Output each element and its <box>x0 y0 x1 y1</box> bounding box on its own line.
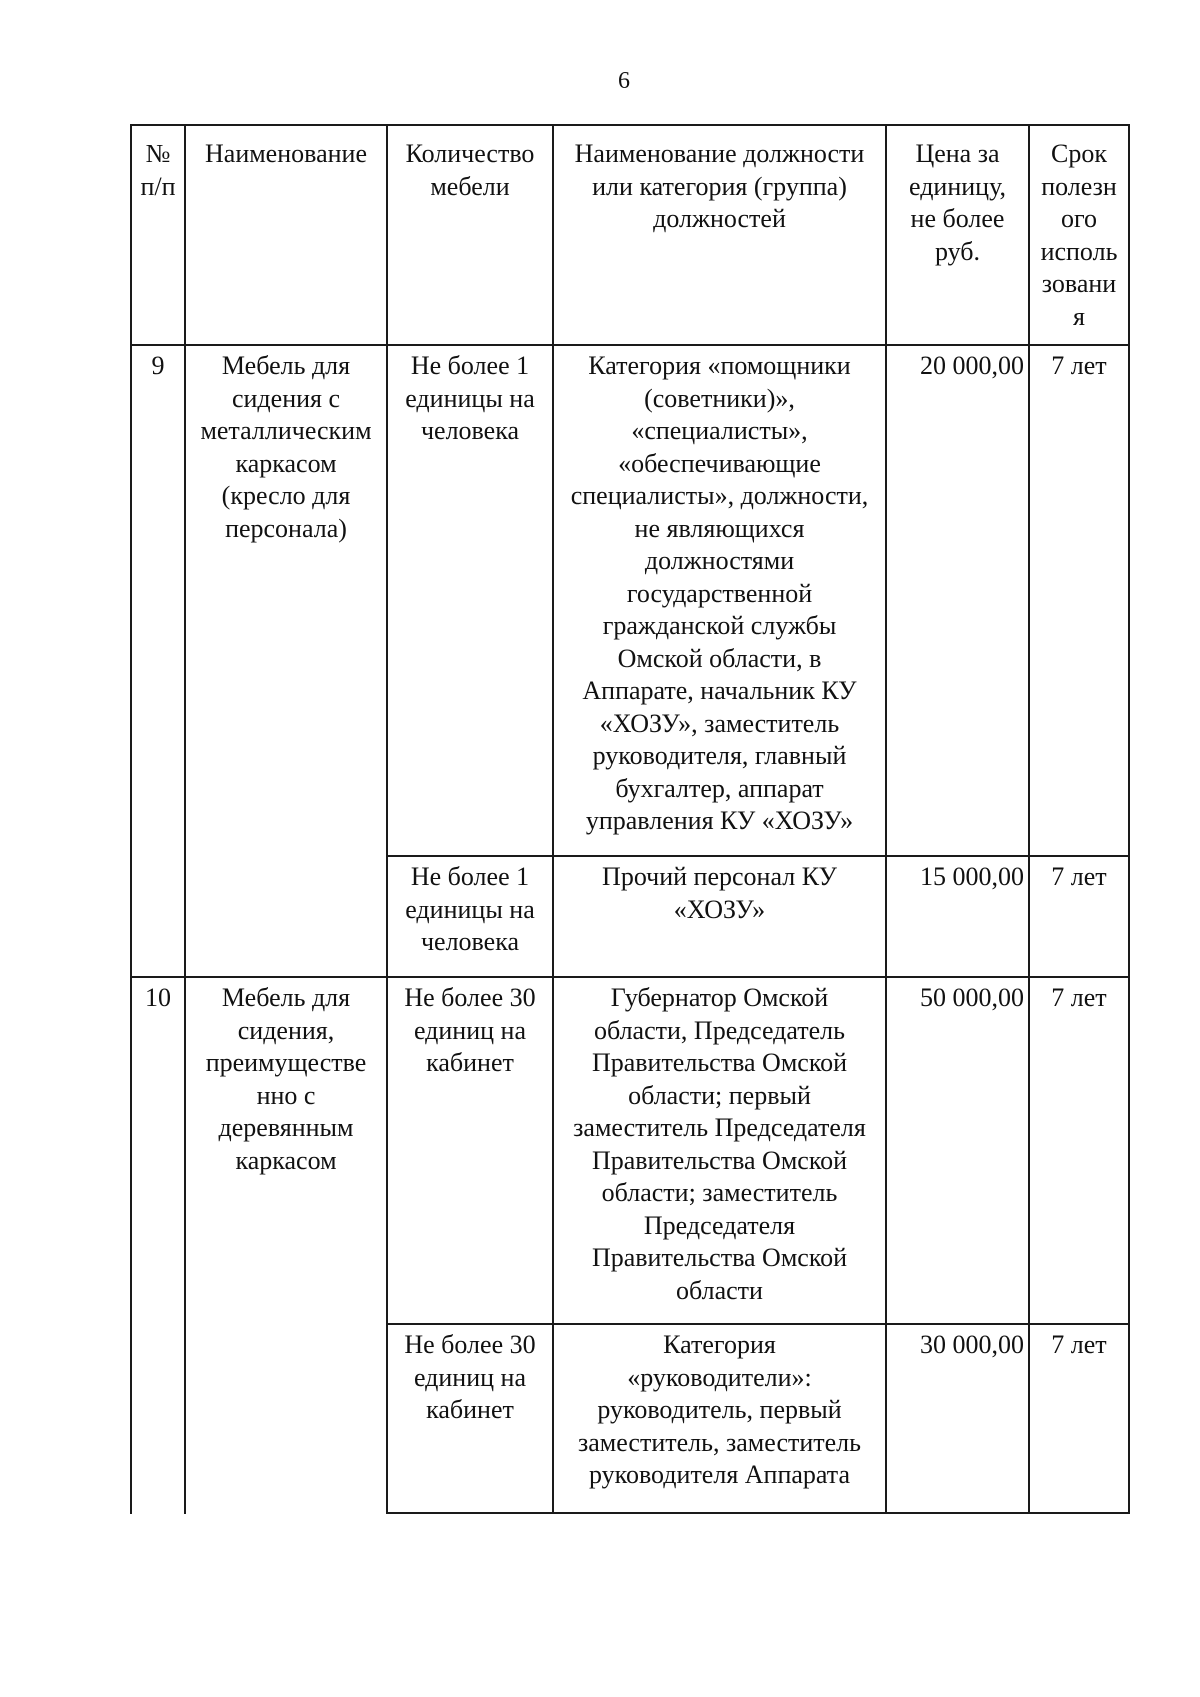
item-price: 30 000,00 <box>920 1330 1024 1359</box>
item-price: 50 000,00 <box>920 983 1024 1012</box>
furniture-table <box>130 124 1130 1514</box>
page-number: 6 <box>618 68 630 94</box>
item-position: Категория «помощники (советники)», «специалисты», «обеспечивающие специалисты», должности, не являющихся должностями государственной гражданской службы Омской области, в Аппарате, начальник КУ «ХОЗУ», заместитель руководителя, главный бухгалтер, аппарат управления КУ «ХОЗУ» <box>570 351 869 835</box>
row-name: Мебель для сидения с металлическим каркасом (кресло для персонала) <box>200 351 372 543</box>
table-rule-row9-bottom <box>130 976 1130 978</box>
table-rule-header-bottom <box>130 344 1130 346</box>
item-term: 7 лет <box>1051 983 1107 1012</box>
table-rule-bottom <box>386 1512 1130 1514</box>
header-term: Срок полезн ого исполь зовани я <box>1040 139 1118 331</box>
item-quantity: Не более 30 единиц на кабинет <box>404 983 536 1077</box>
table-rule-row9-split <box>386 855 1130 857</box>
table-rule-left <box>130 124 132 1514</box>
table-rule-col1 <box>184 124 186 1514</box>
row-number: 9 <box>151 351 165 380</box>
item-term: 7 лет <box>1051 351 1107 380</box>
header-quantity: Количество мебели <box>405 139 535 201</box>
item-term: 7 лет <box>1051 1330 1107 1359</box>
row-number: 10 <box>145 983 171 1012</box>
header-position: Наименование должности или категория (группа) должностей <box>574 139 865 233</box>
item-quantity: Не более 30 единиц на кабинет <box>404 1330 536 1424</box>
table-rule-top <box>130 124 1130 126</box>
header-name: Наименование <box>205 139 367 168</box>
header-number: № п/п <box>140 139 176 201</box>
item-position: Губернатор Омской области, Председатель Правительства Омской области; первый заместитель Председателя Правительства Омской области; заместитель Председателя Правительства Омской области <box>573 983 866 1305</box>
item-position: Прочий персонал КУ «ХОЗУ» <box>602 862 837 924</box>
header-price: Цена за единицу, не более руб. <box>909 139 1006 266</box>
table-rule-right <box>1128 124 1130 1514</box>
item-quantity: Не более 1 единицы на человека <box>405 862 535 956</box>
row-name: Мебель для сидения, преимуществе нно с деревянным каркасом <box>205 983 367 1175</box>
item-term: 7 лет <box>1051 862 1107 891</box>
table-rule-row10-split <box>386 1323 1130 1325</box>
item-price: 15 000,00 <box>920 862 1024 891</box>
item-price: 20 000,00 <box>920 351 1024 380</box>
item-position: Категория «руководители»: руководитель, первый заместитель, заместитель руководителя Аппарата <box>577 1330 861 1489</box>
table-rule-col2 <box>386 124 388 1514</box>
table-rule-col4 <box>885 124 887 1514</box>
item-quantity: Не более 1 единицы на человека <box>405 351 535 445</box>
